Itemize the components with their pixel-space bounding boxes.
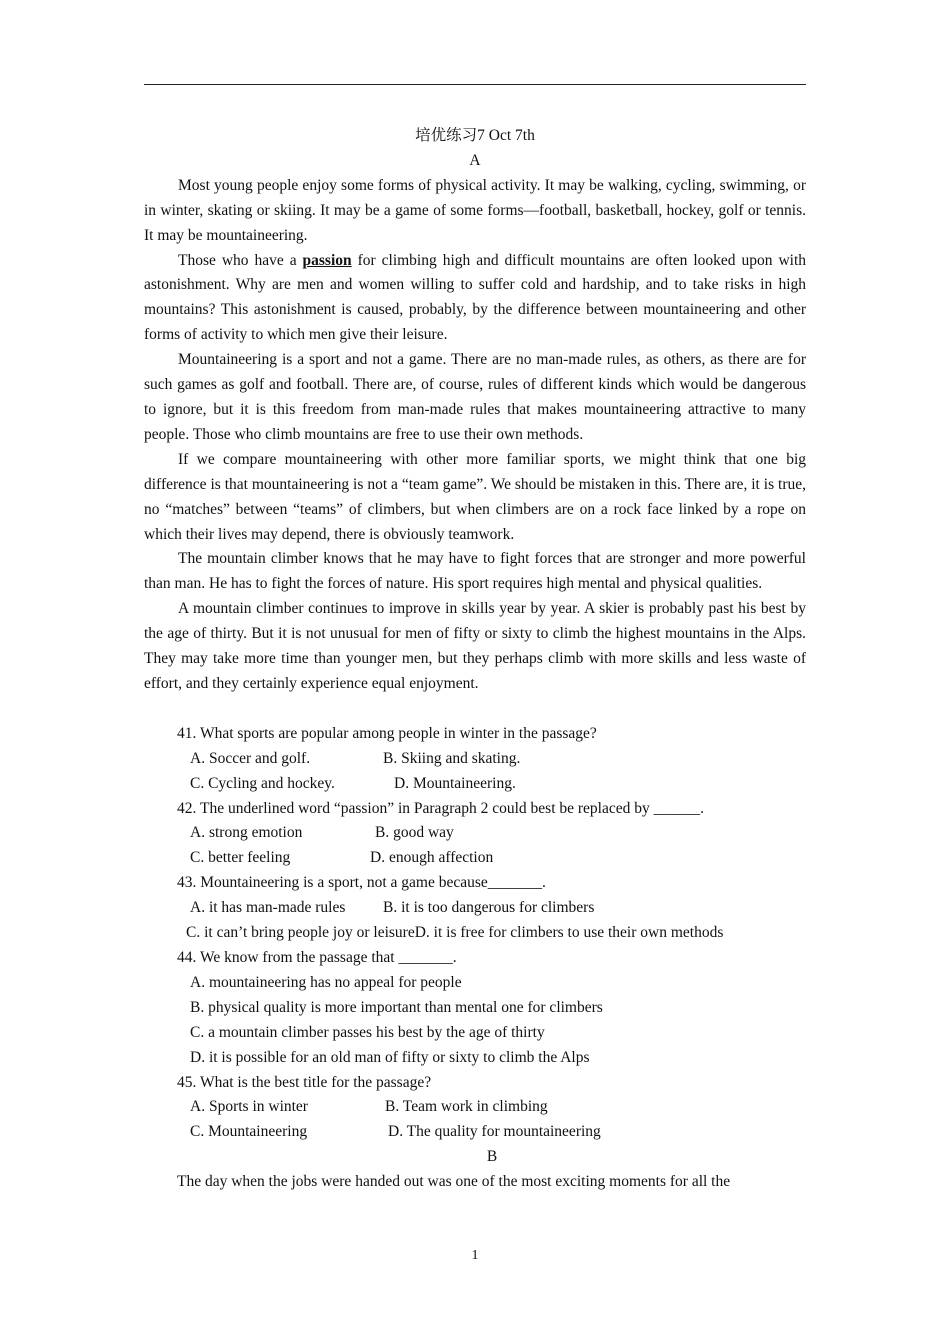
option-45-c: C. Mountaineering xyxy=(190,1123,308,1141)
option-42-b: B. good way xyxy=(375,824,454,842)
option-41-d: D. Mountaineering. xyxy=(394,774,516,792)
page-number: 1 xyxy=(471,1248,479,1263)
paragraph-2 xyxy=(144,249,806,349)
question-41: 41. What sports are popular among people in winter in the passage? xyxy=(177,724,597,742)
paragraph-2-start: Those who have a xyxy=(178,251,303,269)
header-rule xyxy=(144,84,806,85)
question-43-options-cd xyxy=(144,921,806,946)
question-42: 42. The underlined word “passion” in Paragraph 2 could best be replaced by ______. xyxy=(177,799,704,817)
question-44: 44. We know from the passage that _______. xyxy=(177,949,457,966)
option-43-c: C. it can’t bring people joy or leisure xyxy=(186,924,415,942)
option-41-b: B. Skiing and skating. xyxy=(383,749,521,767)
section-b-paragraph: The day when the jobs were handed out was one of the most exciting moments for all the xyxy=(177,1173,731,1191)
option-42-d: D. enough affection xyxy=(370,849,494,867)
option-43-a: A. it has man-made rules xyxy=(190,899,346,917)
section-b-heading: B xyxy=(486,1148,498,1166)
option-44-b: B. physical quality is more important than mental one for climbers xyxy=(190,998,603,1016)
option-45-a: A. Sports in winter xyxy=(190,1098,308,1116)
option-41-c: C. Cycling and hockey. xyxy=(190,774,335,792)
paragraph-3: Mountaineering is a sport and not a game. There are no man-made rules, as others, as there are for such games as golf and football. There are, of course, rules of different kinds which would be dangerous to ignore, but it is this freedom from man-made rules that makes mountaineering attractive to many people. Those who climb mountains are free to use their own methods. xyxy=(144,351,806,443)
document-body xyxy=(144,124,806,1195)
question-43-options-ab xyxy=(144,896,806,921)
section-a-heading: A xyxy=(469,151,481,169)
paragraph-5: The mountain climber knows that he may have to fight forces that are stronger and more powerful than man. He has to fight the forces of nature. His sport requires high mental and physical qualities. xyxy=(144,550,806,593)
paragraph-1: Most young people enjoy some forms of physical activity. It may be walking, cycling, swimming, or in winter, skating or skiing. It may be a game of some forms—football, basketball, hockey, golf or tennis. It may be mountaineering. xyxy=(144,176,806,244)
question-45-options-cd xyxy=(144,1120,806,1145)
option-44-d: D. it is possible for an old man of fifty or sixty to climb the Alps xyxy=(190,1048,590,1066)
question-45: 45. What is the best title for the passage? xyxy=(177,1073,432,1091)
question-42-options-ab xyxy=(144,821,806,846)
question-45-options-ab xyxy=(144,1095,806,1120)
question-42-options-cd xyxy=(144,846,806,871)
page-title: 培优练习7 Oct 7th xyxy=(415,127,535,144)
option-42-a: A. strong emotion xyxy=(190,824,303,842)
paragraph-6: A mountain climber continues to improve in skills year by year. A skier is probably past his best by the age of thirty. But it is not unusual for men of fifty or sixty to climb the highest mountains in the Alps. They may take more time than younger men, but they perhaps climb with more skills and less waste of effort, and they certainly experience equal enjoyment. xyxy=(144,600,806,692)
option-44-a: A. mountaineering has no appeal for people xyxy=(190,973,462,991)
question-43: 43. Mountaineering is a sport, not a game because_______. xyxy=(177,874,546,892)
question-41-options-cd xyxy=(144,772,806,797)
question-41-options-ab xyxy=(144,747,806,772)
underlined-word-passion: passion xyxy=(302,251,352,269)
option-45-d: D. The quality for mountaineering xyxy=(388,1123,601,1141)
option-45-b: B. Team work in climbing xyxy=(385,1098,548,1116)
option-41-a: A. Soccer and golf. xyxy=(190,749,311,767)
option-42-c: C. better feeling xyxy=(190,849,291,867)
paragraph-4: If we compare mountaineering with other more familiar sports, we might think that one big difference is that mountaineering is not a “team game”. We should be mistaken in this. There are, it is true, no “matches” between “teams” of climbers, but when climbers are on a rock face linked by a rope on which their lives may depend, there is obviously teamwork. xyxy=(144,450,806,543)
option-43-d: D. it is free for climbers to use their own methods xyxy=(414,924,724,942)
option-43-b: B. it is too dangerous for climbers xyxy=(383,899,595,917)
paragraph-2-rest: for climbing high and difficult mountains are often looked upon with astonishment. Why are men and women willing to suffer cold and hardship, and to take risks in high mountains? This astonishment is caused, probably, by the difference between mountaineering and other forms of activity to which men give their leisure. xyxy=(144,251,806,344)
option-44-c: C. a mountain climber passes his best by the age of thirty xyxy=(190,1023,545,1041)
